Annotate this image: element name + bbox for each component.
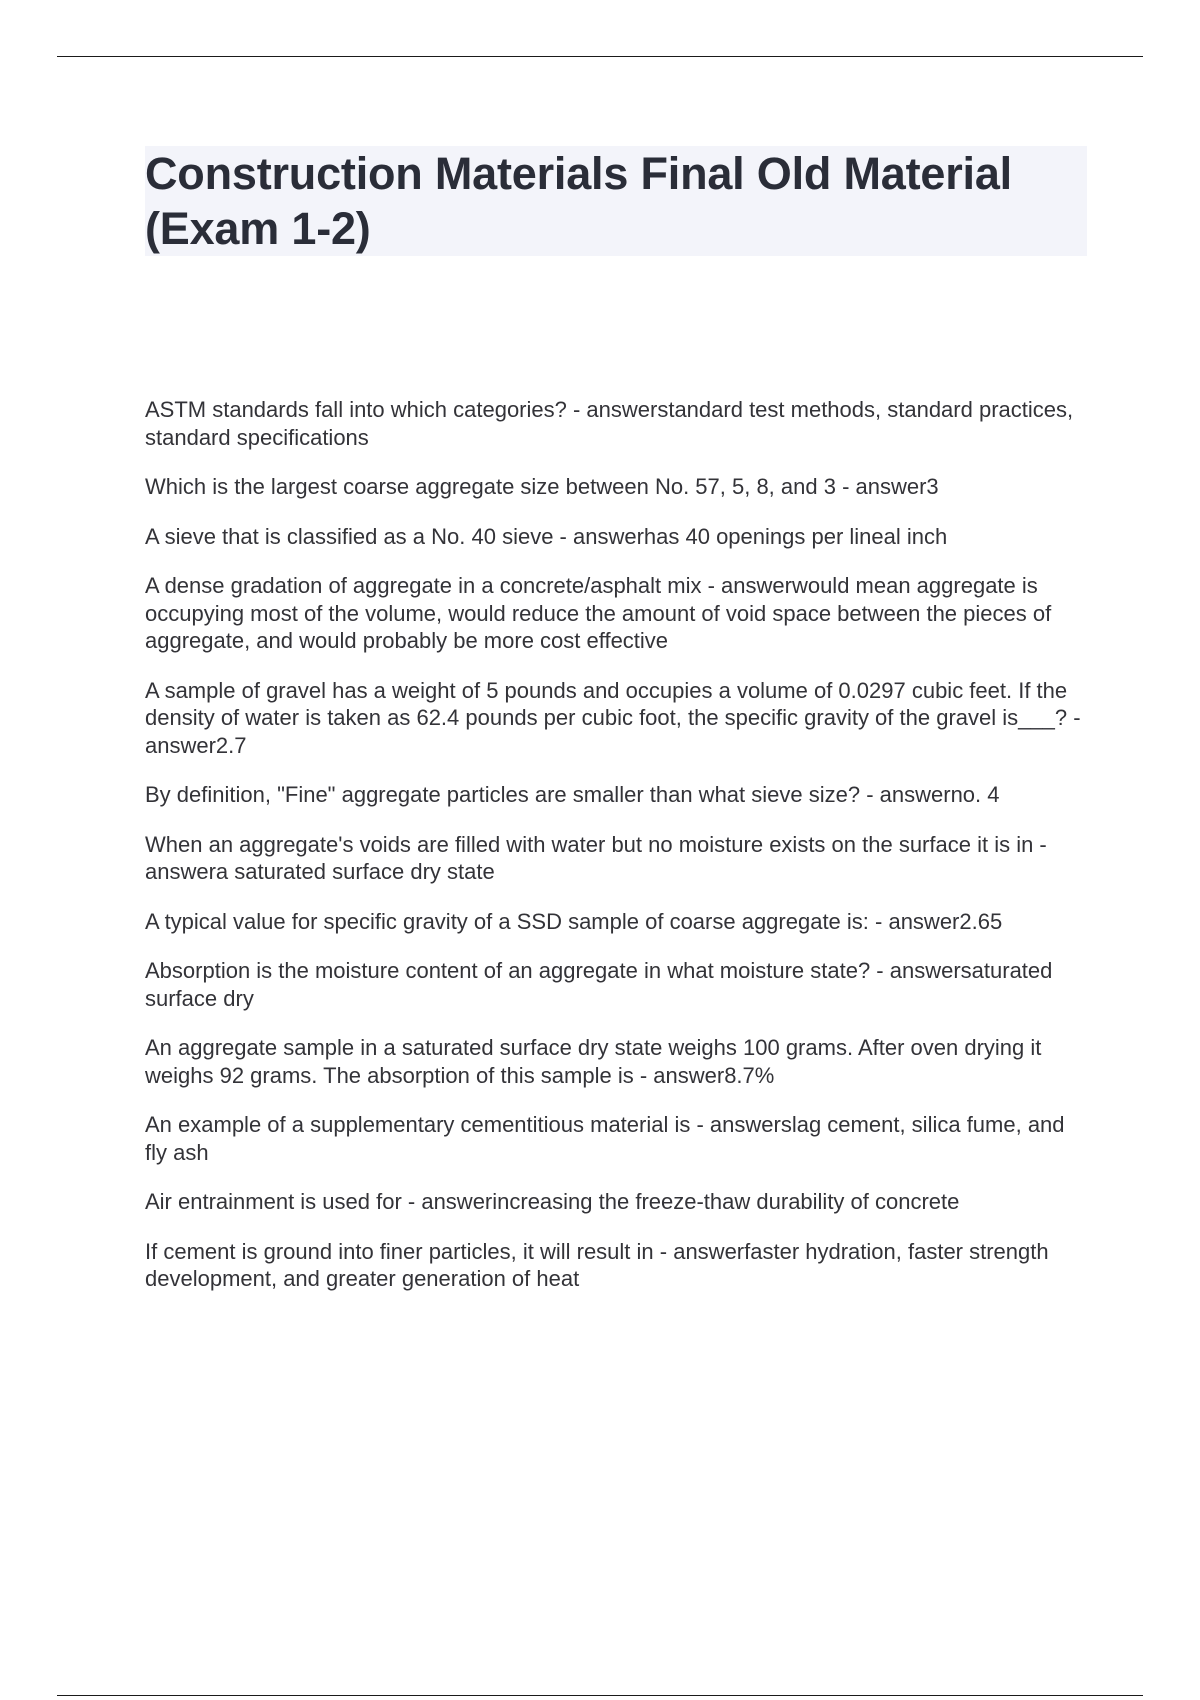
qa-item: An example of a supplementary cementitious material is - answerslag cement, silica fume, and fly ash xyxy=(145,1112,1071,1165)
qa-item: Which is the largest coarse aggregate size between No. 57, 5, 8, and 3 - answer3 xyxy=(145,474,939,499)
title-banner xyxy=(145,146,1087,256)
qa-item: A sample of gravel has a weight of 5 pounds and occupies a volume of 0.0297 cubic feet. If the density of water is taken as 62.4 pounds per cubic foot, the specific gravity of the gravel is___? - answer2.7 xyxy=(145,677,1087,758)
qa-item: A typical value for specific gravity of a SSD sample of coarse aggregate is: - answer2.65 xyxy=(145,908,1003,934)
top-rule xyxy=(57,56,1143,57)
qa-list xyxy=(145,396,1090,1315)
qa-item: When an aggregate's voids are filled with water but no moisture exists on the surface it is in - answera saturated surface dry state xyxy=(145,831,1053,884)
qa-item: ASTM standards fall into which categories? - answerstandard test methods, standard practices, standard specifications xyxy=(145,397,1080,450)
qa-item: A sieve that is classified as a No. 40 sieve - answerhas 40 openings per lineal inch xyxy=(145,523,948,549)
qa-item: An aggregate sample in a saturated surface dry state weighs 100 grams. After oven drying it weighs 92 grams. The absorption of this sample is - answer8.7% xyxy=(145,1035,1048,1088)
qa-item: Air entrainment is used for - answerincreasing the freeze-thaw durability of concrete xyxy=(145,1189,960,1214)
qa-item: Absorption is the moisture content of an aggregate in what moisture state? - answersaturated surface dry xyxy=(145,958,1059,1011)
bottom-rule xyxy=(57,1695,1143,1696)
qa-item: A dense gradation of aggregate in a concrete/asphalt mix - answerwould mean aggregate is occupying most of the volume, would reduce the amount of void space between the pieces of aggregate, and would probably be more cost effective xyxy=(145,573,1058,653)
page-title: Construction Materials Final Old Material (Exam 1-2) xyxy=(145,148,1012,254)
qa-item: By definition, "Fine" aggregate particles are smaller than what sieve size? - answerno. 4 xyxy=(145,782,1000,807)
qa-item: If cement is ground into finer particles, it will result in - answerfaster hydration, faster strength development, and greater generation of heat xyxy=(145,1238,1055,1291)
